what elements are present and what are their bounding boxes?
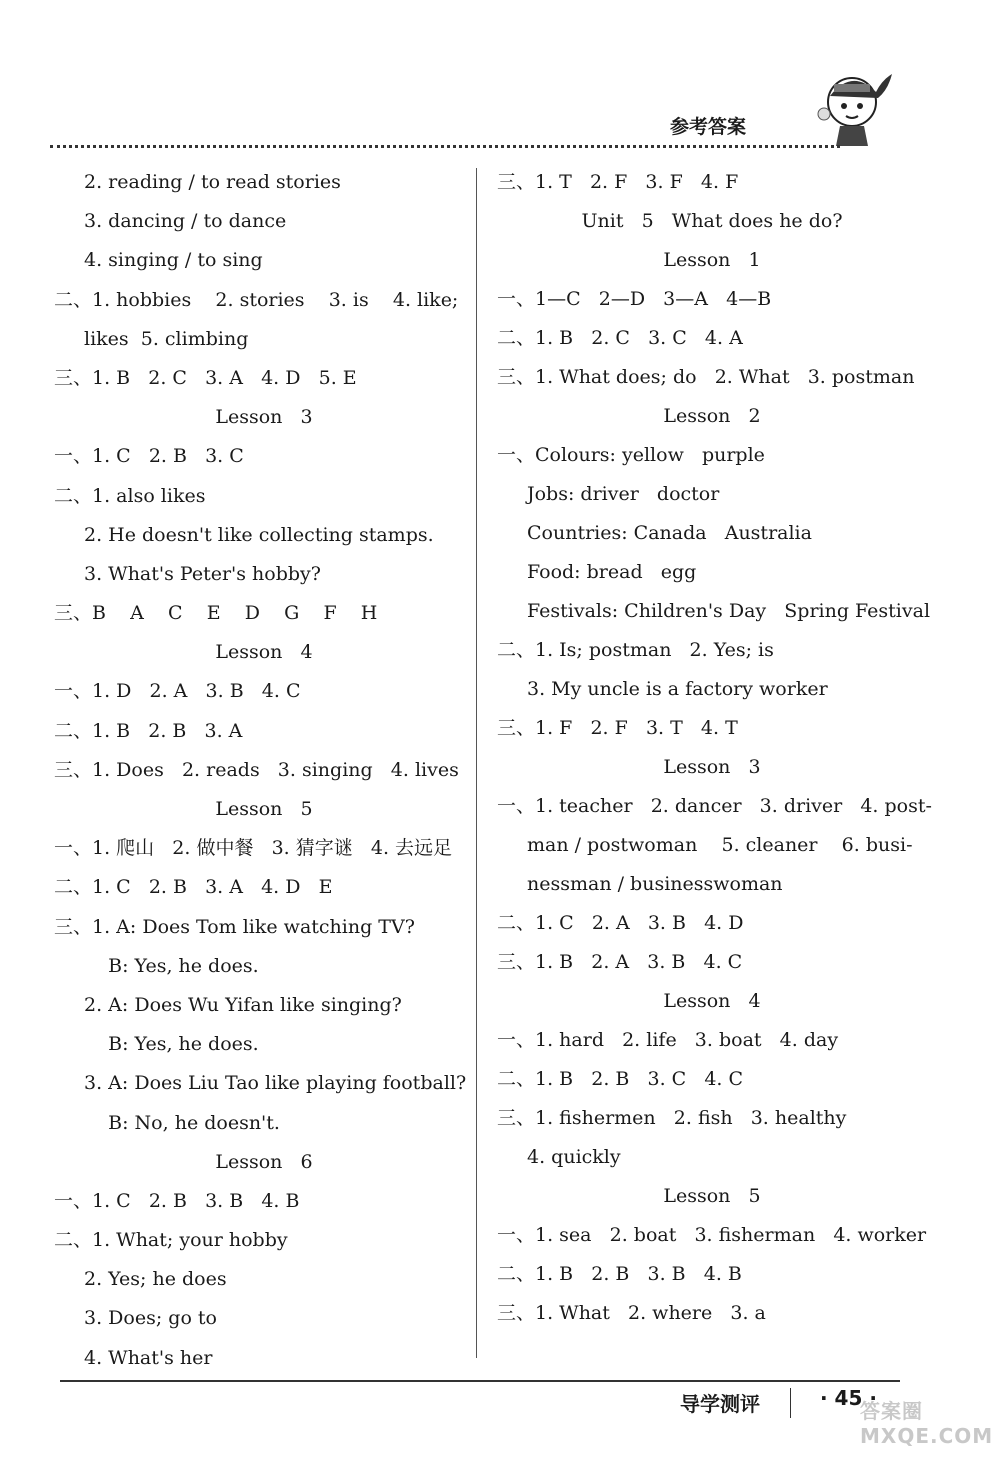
answer-line: 一、Colours: yellow purple [497,444,765,466]
answer-line: 4. singing / to sing [84,249,263,272]
answer-line: 三、1. A: Does Tom like watching TV? [54,915,415,938]
answer-line: 三、1. B 2. A 3. B 4. C [497,951,743,973]
answer-line: 三、1. What 2. where 3. a [497,1302,766,1324]
answer-line: 4. What's her [84,1346,213,1369]
answer-line: B: Yes, he does. [84,954,259,977]
answer-line: Food: bread egg [527,561,697,583]
footer-separator [790,1388,791,1418]
answer-line: Jobs: driver doctor [527,483,720,505]
footer-rule [60,1380,900,1382]
answer-line: 二、1. B 2. C 3. C 4. A [497,327,743,349]
answer-line: 2. Yes; he does [84,1268,227,1291]
header-dotted-rule [50,145,840,148]
answer-line: Lesson 2 [663,405,761,427]
answer-line: 一、1. D 2. A 3. B 4. C [54,680,301,703]
answer-line: Lesson 5 [215,798,313,820]
answer-line: 3. Does; go to [84,1307,217,1330]
answer-line: Lesson 1 [663,249,761,271]
answer-line: 二、1. hobbies 2. stories 3. is 4. like; [54,288,459,311]
answer-line: likes 5. climbing [84,327,249,350]
answer-line: 三、1. What does; do 2. What 3. postman [497,366,915,388]
answer-line: 二、1. C 2. B 3. A 4. D E [54,876,333,899]
answer-line: Lesson 5 [663,1185,761,1207]
answer-line: 三、1. F 2. F 3. T 4. T [497,717,738,739]
answer-line: 二、1. Is; postman 2. Yes; is [497,639,774,661]
answer-line: 3. What's Peter's hobby? [84,562,321,585]
header-title: 参考答案 [670,116,747,138]
answer-line: 二、1. also likes [54,484,206,507]
answer-line: 一、1—C 2—D 3—A 4—B [497,288,772,310]
answer-line: Countries: Canada Australia [527,522,812,544]
answer-line: 4. quickly [527,1146,621,1168]
answer-line: 2. reading / to read stories [84,171,341,193]
answer-line: man / postwoman 5. cleaner 6. busi- [527,834,913,856]
watermark-logo: 答案圈 MXQE.COM [860,1399,994,1448]
answer-line: Lesson 4 [663,990,761,1012]
answer-line: Unit 5 What does he do? [581,210,843,232]
answer-line: 三、B A C E D G F H [54,602,378,625]
answer-line: 一、1. teacher 2. dancer 3. driver 4. post- [497,795,932,817]
left-column [54,163,474,1378]
answer-line: 三、1. T 2. F 3. F 4. F [497,171,739,193]
answer-line: 一、1. hard 2. life 3. boat 4. day [497,1029,839,1051]
column-divider [476,168,477,1358]
answer-line: 2. A: Does Wu Yifan like singing? [84,993,402,1016]
answer-line: 三、1. Does 2. reads 3. singing 4. lives [54,758,459,781]
page-number: · 45 · [820,1386,877,1410]
answer-line: 二、1. B 2. B 3. A [54,719,243,742]
right-column [497,163,932,1333]
answer-line: B: No, he doesn't. [84,1111,280,1134]
answer-line: 二、1. What; your hobby [54,1229,288,1252]
answer-line: 2. He doesn't like collecting stamps. [84,523,434,546]
answer-line: 二、1. B 2. B 3. B 4. B [497,1263,742,1285]
mascot-girl-icon [812,62,902,150]
answer-line: 二、1. C 2. A 3. B 4. D [497,912,744,934]
answer-line: 一、1. C 2. B 3. B 4. B [54,1189,300,1212]
answer-line: 3. dancing / to dance [84,210,287,233]
answer-line: 二、1. B 2. B 3. C 4. C [497,1068,744,1090]
answer-line: 3. My uncle is a factory worker [527,678,828,700]
answer-line: 三、1. B 2. C 3. A 4. D 5. E [54,366,357,389]
answer-line: 一、1. 爬山 2. 做中餐 3. 猜字谜 4. 去远足 [54,837,453,860]
answer-line: 一、1. sea 2. boat 3. fisherman 4. worker [497,1224,927,1246]
answer-line: Lesson 3 [663,756,761,778]
answer-line: Lesson 4 [215,641,313,664]
answer-line: Lesson 6 [215,1150,313,1173]
answer-line: Lesson 3 [215,406,313,429]
answer-line: Festivals: Children's Day Spring Festival [527,600,931,622]
answer-line: 3. A: Does Liu Tao like playing football? [84,1072,467,1095]
footer-title: 导学测评 [680,1392,760,1416]
answer-line: B: Yes, he does. [84,1033,259,1056]
answer-line: 三、1. fishermen 2. fish 3. healthy [497,1107,847,1129]
answer-line: nessman / businesswoman [527,873,783,895]
answer-line: 一、1. C 2. B 3. C [54,445,244,468]
